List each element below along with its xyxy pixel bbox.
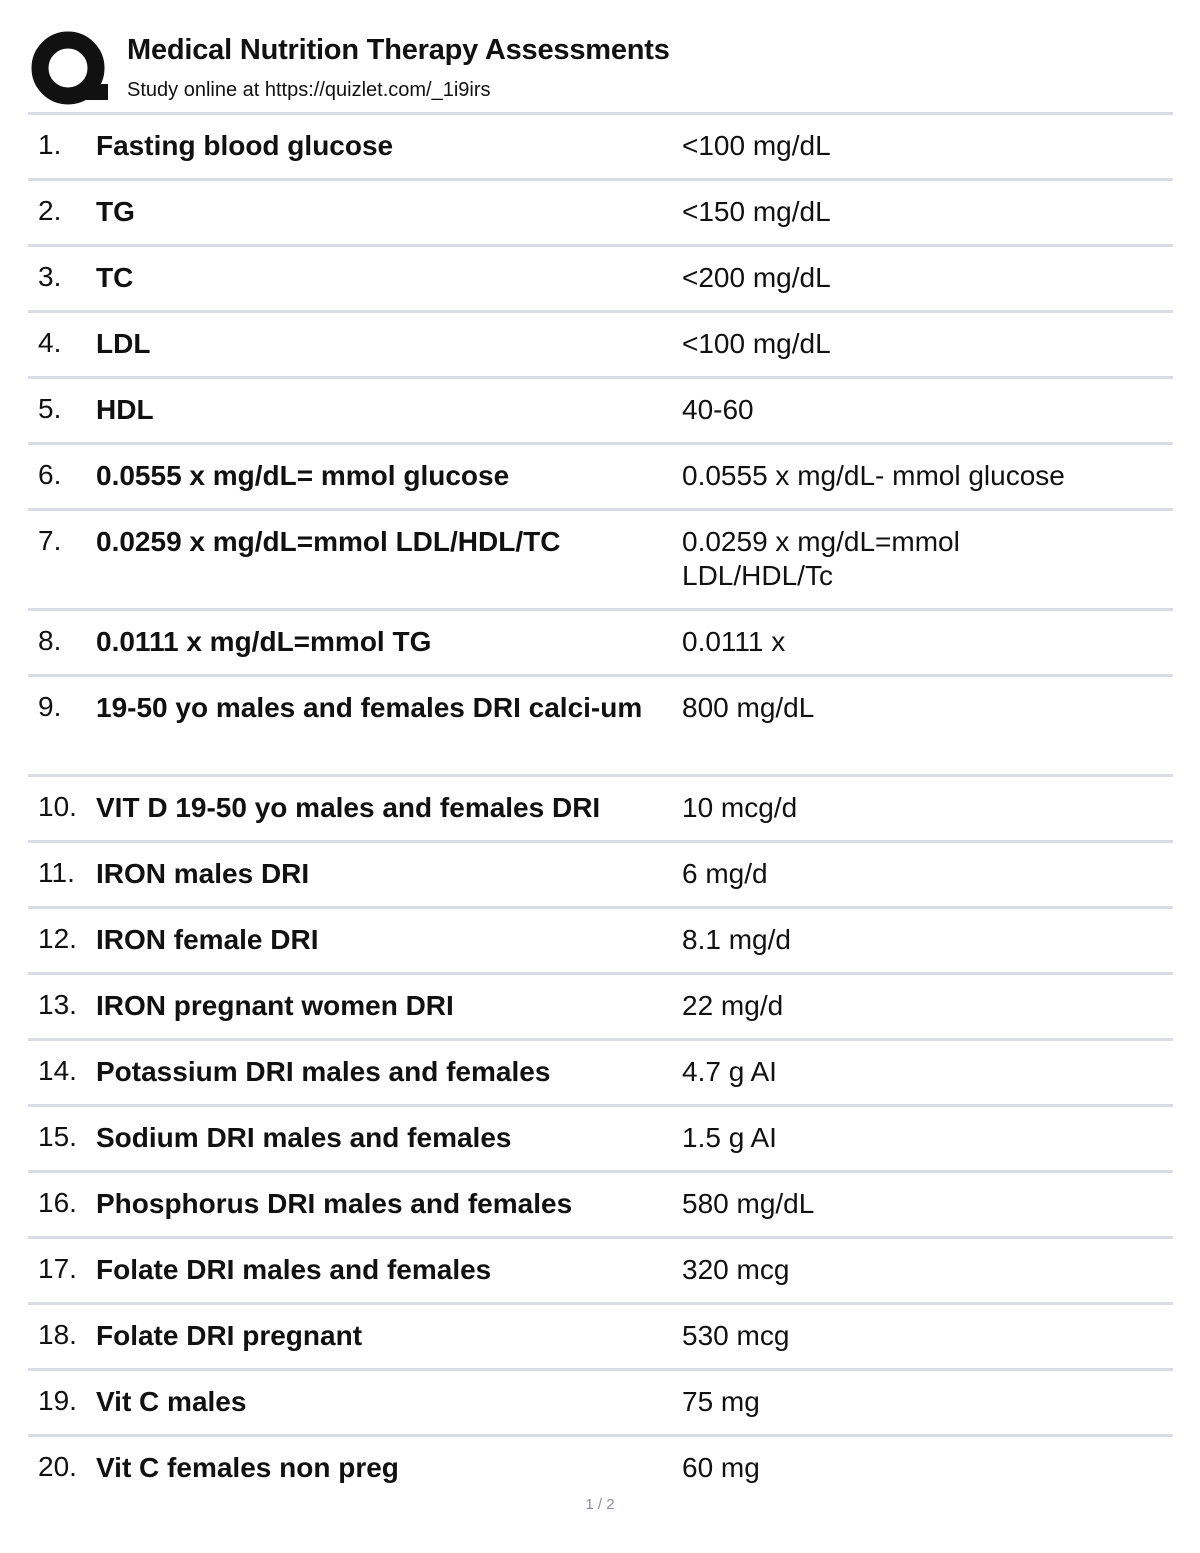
item-definition: 320 mcg	[682, 1254, 790, 1285]
item-number: 11.	[38, 857, 75, 888]
list-item	[28, 1170, 1173, 1236]
item-definition: 10 mcg/d	[682, 792, 798, 823]
item-definition: 0.0555 x mg/dL- mmol glucose	[682, 460, 1065, 491]
item-term: 19-50 yo males and females DRI calci-um	[96, 692, 643, 723]
item-term: 0.0111 x mg/dL=mmol TG	[96, 626, 432, 657]
list-item	[28, 608, 1173, 674]
item-term: IRON pregnant women DRI	[96, 990, 454, 1021]
item-definition: 60 mg	[682, 1452, 760, 1483]
list-item	[28, 1104, 1173, 1170]
item-definition: 6 mg/d	[682, 858, 768, 889]
item-number: 17.	[38, 1253, 77, 1284]
item-definition: 1.5 g AI	[682, 1122, 777, 1153]
list-item	[28, 1368, 1173, 1434]
item-definition: <100 mg/dL	[682, 130, 831, 161]
item-number: 18.	[38, 1319, 77, 1350]
item-number: 16.	[38, 1187, 77, 1218]
list-item	[28, 1434, 1173, 1500]
list-item	[28, 674, 1173, 774]
list-item	[28, 508, 1173, 608]
item-number: 3.	[38, 261, 62, 292]
item-number: 5.	[38, 393, 62, 424]
item-term: Phosphorus DRI males and females	[96, 1188, 573, 1219]
item-term: Potassium DRI males and females	[96, 1056, 551, 1087]
list-item	[28, 112, 1173, 178]
item-term: VIT D 19-50 yo males and females DRI	[96, 792, 601, 823]
item-number: 9.	[38, 691, 62, 722]
list-item	[28, 244, 1173, 310]
item-definition: 22 mg/d	[682, 990, 784, 1021]
item-term: IRON female DRI	[96, 924, 319, 955]
item-number: 7.	[38, 525, 62, 556]
page-indicator: 1 / 2	[585, 1496, 615, 1513]
item-definition: <150 mg/dL	[682, 196, 831, 227]
item-definition: 40-60	[682, 394, 754, 425]
item-definition: 800 mg/dL	[682, 692, 815, 723]
quizlet-q-logo-icon	[30, 30, 110, 110]
item-term: Fasting blood glucose	[96, 130, 394, 161]
item-term: 0.0259 x mg/dL=mmol LDL/HDL/TC	[96, 526, 561, 557]
item-definition: 0.0259 x mg/dL=mmol LDL/HDL/Tc	[682, 526, 960, 591]
item-definition: 4.7 g AI	[682, 1056, 777, 1087]
item-number: 10.	[38, 791, 77, 822]
list-item	[28, 972, 1173, 1038]
item-definition: 580 mg/dL	[682, 1188, 815, 1219]
page-title: Medical Nutrition Therapy Assessments	[127, 34, 670, 66]
item-number: 8.	[38, 625, 62, 656]
list-item	[28, 442, 1173, 508]
item-number: 14.	[38, 1055, 77, 1086]
list-item	[28, 1236, 1173, 1302]
list-item	[28, 906, 1173, 972]
item-term: Vit C males	[96, 1386, 247, 1417]
item-term: TC	[96, 262, 134, 293]
item-definition: <100 mg/dL	[682, 328, 831, 359]
item-number: 6.	[38, 459, 62, 490]
study-link-text: Study online at https://quizlet.com/_1i9irs	[127, 79, 491, 101]
item-number: 19.	[38, 1385, 77, 1416]
item-term: LDL	[96, 328, 151, 359]
item-term: Folate DRI pregnant	[96, 1320, 363, 1351]
item-number: 12.	[38, 923, 77, 954]
item-term: HDL	[96, 394, 154, 425]
item-definition: <200 mg/dL	[682, 262, 831, 293]
list-item	[28, 840, 1173, 906]
term-list	[28, 112, 1173, 1500]
item-term: 0.0555 x mg/dL= mmol glucose	[96, 460, 510, 491]
page-header	[30, 28, 1172, 110]
item-definition: 8.1 mg/d	[682, 924, 791, 955]
item-definition: 0.0111 x	[682, 626, 786, 657]
list-item	[28, 1302, 1173, 1368]
item-number: 13.	[38, 989, 77, 1020]
item-number: 4.	[38, 327, 62, 358]
item-term: TG	[96, 196, 135, 227]
item-term: Sodium DRI males and females	[96, 1122, 512, 1153]
item-term: Folate DRI males and females	[96, 1254, 492, 1285]
item-number: 2.	[38, 195, 62, 226]
item-number: 1.	[38, 129, 62, 160]
item-number: 20.	[38, 1451, 77, 1482]
item-number: 15.	[38, 1121, 77, 1152]
item-definition: 530 mcg	[682, 1320, 790, 1351]
item-term: Vit C females non preg	[96, 1452, 399, 1483]
list-item	[28, 1038, 1173, 1104]
item-definition: 75 mg	[682, 1386, 760, 1417]
list-item	[28, 376, 1173, 442]
item-term: IRON males DRI	[96, 858, 310, 889]
list-item	[28, 774, 1173, 840]
list-item	[28, 310, 1173, 376]
list-item	[28, 178, 1173, 244]
